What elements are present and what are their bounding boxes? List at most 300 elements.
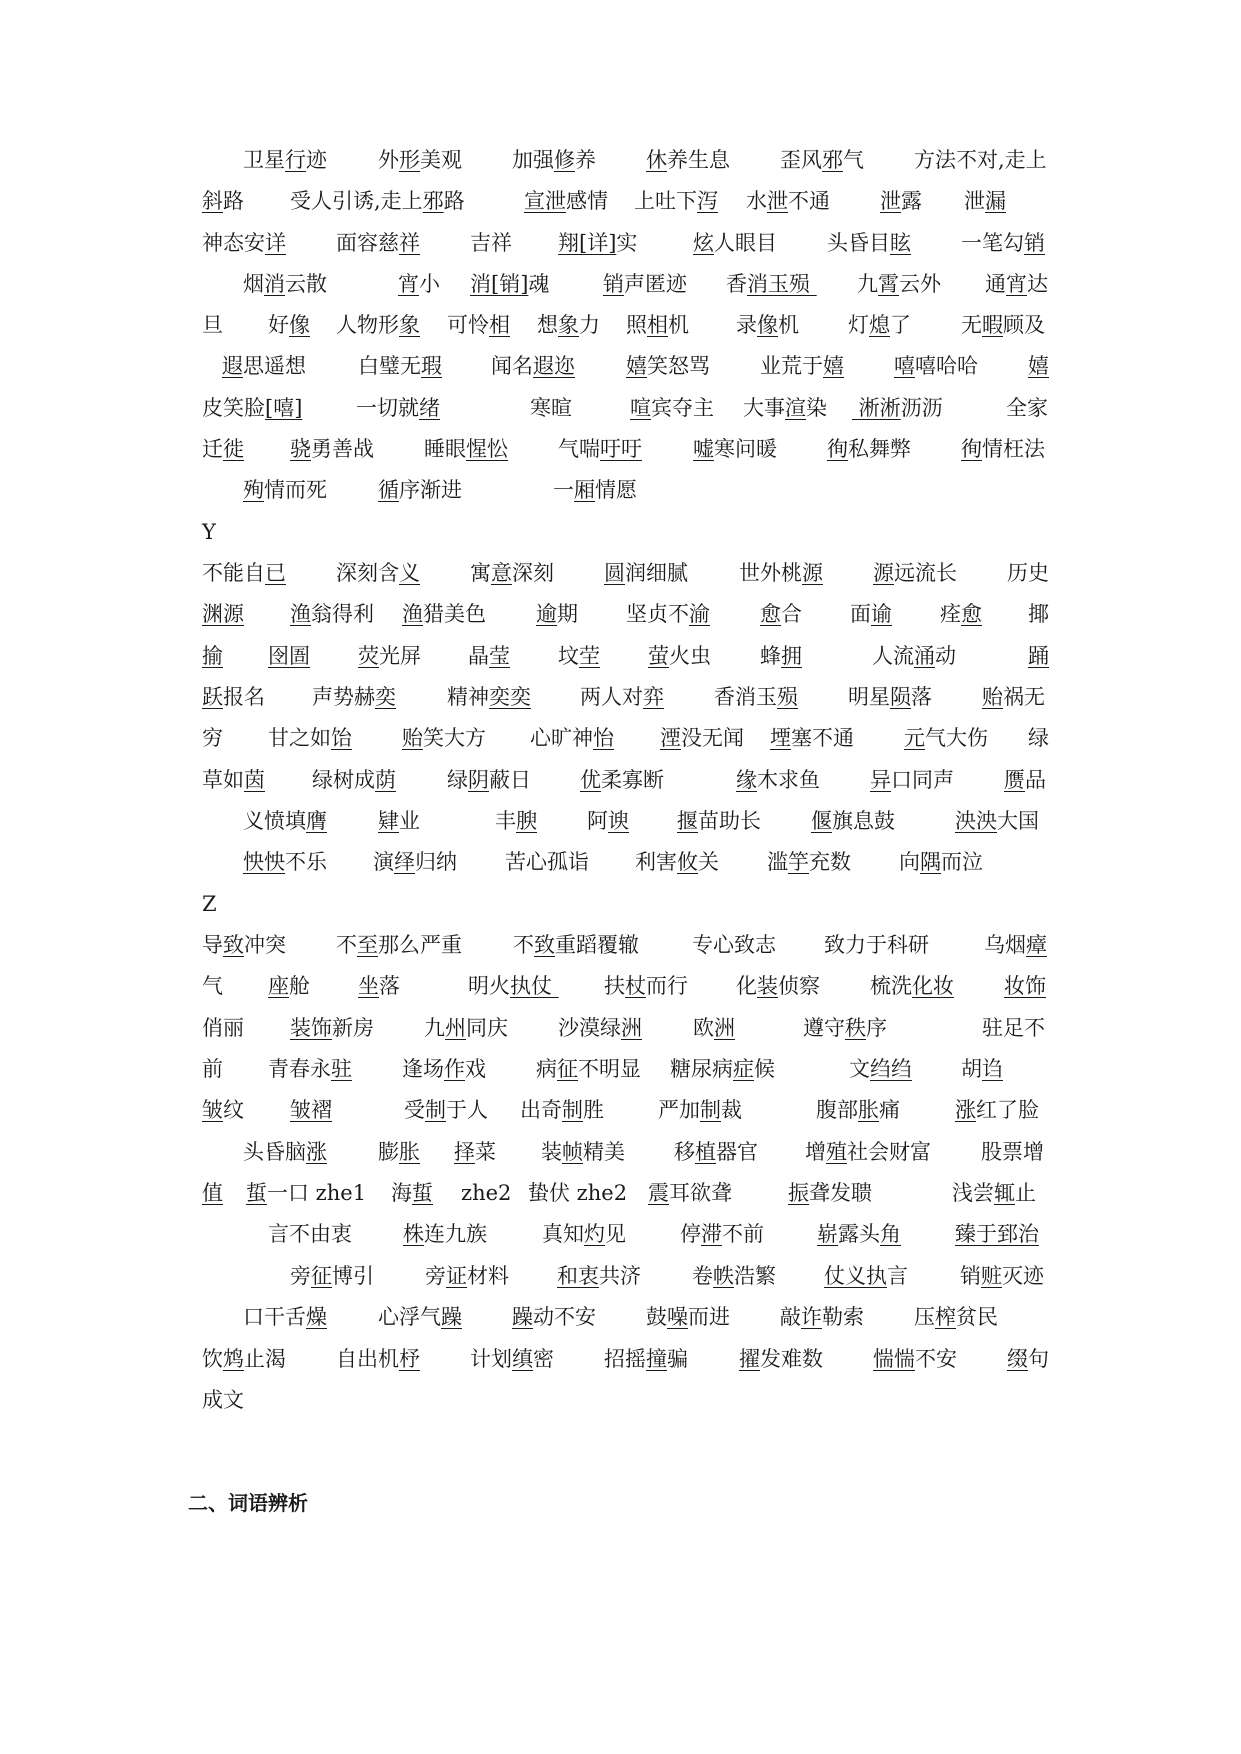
- underlined-char: 意: [491, 561, 512, 585]
- plain-text: 明星: [848, 685, 890, 709]
- plain-text: 全家: [1006, 396, 1048, 420]
- plain-text: 器官: [716, 1140, 758, 1164]
- word-entry: [1028, 599, 1049, 629]
- plain-text: 甘之如: [268, 726, 331, 750]
- underlined-char: 灼: [584, 1222, 605, 1246]
- plain-text: 浅尝: [952, 1181, 994, 1205]
- word-entry: [424, 434, 508, 464]
- word-entry: [558, 641, 600, 671]
- underlined-char: 骁: [290, 437, 311, 461]
- word-entry: [243, 1137, 327, 1167]
- plain-text: 同庆: [466, 1016, 508, 1040]
- underlined-char: 消玉殒: [747, 272, 817, 296]
- word-entry: [692, 1261, 776, 1291]
- underlined-char: 诈: [801, 1305, 822, 1329]
- word-entry: [202, 599, 244, 629]
- word-entry: [454, 1137, 496, 1167]
- underlined-char: 阴: [468, 768, 489, 792]
- plain-text: 不乐: [285, 850, 327, 874]
- plain-text: 一口 zhe1: [267, 1181, 367, 1205]
- plain-text: 思遥想: [243, 354, 306, 378]
- word-entry: [243, 269, 327, 299]
- plain-text: 滥: [767, 850, 788, 874]
- plain-text: 泄: [964, 189, 985, 213]
- underlined-char: 贻: [982, 685, 1003, 709]
- plain-text: 胡: [961, 1057, 982, 1081]
- word-entry: [646, 145, 730, 175]
- plain-text: 不: [336, 933, 357, 957]
- word-entry: [470, 269, 549, 299]
- word-entry: [398, 269, 440, 299]
- plain-text: 于人: [446, 1098, 488, 1122]
- underlined-char: 吁吁: [600, 437, 642, 461]
- word-entry: [852, 393, 943, 423]
- plain-text: 丰: [495, 809, 516, 833]
- underlined-char: 臻于郅治: [955, 1222, 1039, 1246]
- underlined-char: 竽: [788, 850, 809, 874]
- plain-text: 情枉法: [982, 437, 1045, 461]
- plain-text: Z: [202, 892, 217, 916]
- word-entry: [739, 1344, 823, 1374]
- underlined-char: 皱褶: [290, 1098, 332, 1122]
- word-entry: [378, 1137, 420, 1167]
- plain-text: 绿树成: [312, 768, 375, 792]
- plain-text: 小: [419, 272, 440, 296]
- word-entry: [536, 1054, 641, 1084]
- word-entry: [470, 228, 512, 258]
- word-entry: [336, 310, 420, 340]
- plain-text: 私舞弊: [848, 437, 911, 461]
- plain-text: 蜂: [760, 644, 781, 668]
- underlined-char: 鸩: [223, 1347, 244, 1371]
- underlined-char: 蜇: [412, 1181, 433, 1205]
- plain-text: 顾及: [1003, 313, 1045, 337]
- underlined-char: 装: [757, 974, 778, 998]
- word-entry: [1028, 351, 1049, 381]
- word-entry: [524, 186, 608, 216]
- word-entry: [693, 434, 777, 464]
- plain-text: 新房: [332, 1016, 374, 1040]
- underlined-char: 宣泄: [524, 189, 566, 213]
- word-entry: [290, 186, 465, 216]
- word-entry: [202, 971, 223, 1001]
- word-entry: [336, 930, 462, 960]
- word-entry: [336, 228, 420, 258]
- underlined-char: 揠: [677, 809, 698, 833]
- word-entry: [558, 228, 637, 258]
- underlined-char: 愈: [760, 602, 781, 626]
- plain-text: 人流: [872, 644, 914, 668]
- underlined-char: 殖: [826, 1140, 847, 1164]
- underlined-char: 元: [904, 726, 925, 750]
- plain-text: 落: [379, 974, 400, 998]
- underlined-char: 躁: [441, 1305, 462, 1329]
- word-entry: [899, 847, 983, 877]
- plain-text: 寒问暖: [714, 437, 777, 461]
- plain-text: 贫民: [956, 1305, 998, 1329]
- underlined-char: 驻: [331, 1057, 352, 1081]
- plain-text: 达: [1027, 272, 1048, 296]
- plain-text: 心浮气: [378, 1305, 441, 1329]
- underlined-char: 荧: [358, 644, 379, 668]
- plain-text: 养: [575, 148, 596, 172]
- underlined-char: 证: [446, 1264, 467, 1288]
- underlined-char: [嘻]: [265, 396, 303, 420]
- underlined-char: 贻: [402, 726, 423, 750]
- word-entry: [670, 1054, 775, 1084]
- underlined-char: 杼: [399, 1347, 420, 1371]
- plain-text: 蛰伏 zhe2: [528, 1181, 628, 1205]
- plain-text: 一笔勾: [961, 231, 1024, 255]
- plain-text: 销: [960, 1264, 981, 1288]
- underlined-char: 振: [788, 1181, 809, 1205]
- plain-text: 乌烟: [984, 933, 1026, 957]
- plain-text: 寓: [470, 561, 491, 585]
- underlined-char: 眩: [890, 231, 911, 255]
- plain-text: 云外: [899, 272, 941, 296]
- word-entry: [955, 1095, 1039, 1125]
- underlined-char: 噪: [667, 1305, 688, 1329]
- word-entry: [222, 351, 306, 381]
- plain-text: 膨: [378, 1140, 399, 1164]
- word-entry: [537, 310, 600, 340]
- word-entry: [1004, 765, 1046, 795]
- plain-text: 柔寡断: [601, 768, 664, 792]
- word-entry: [202, 1095, 244, 1125]
- underlined-char: 谕: [871, 602, 892, 626]
- word-entry: [528, 1178, 627, 1208]
- plain-text: 卫星: [243, 148, 285, 172]
- word-entry: [373, 847, 457, 877]
- plain-text: 梳洗: [870, 974, 912, 998]
- underlined-char: 攸: [677, 850, 698, 874]
- underlined-char: 帙: [713, 1264, 734, 1288]
- underlined-char: 化妆: [912, 974, 954, 998]
- plain-text: 苗助长: [698, 809, 761, 833]
- plain-text: 祸无: [1003, 685, 1045, 709]
- word-entry: [760, 599, 802, 629]
- plain-text: 腹部: [816, 1098, 858, 1122]
- plain-text: 冲突: [244, 933, 286, 957]
- plain-text: 塞不通: [791, 726, 854, 750]
- underlined-char: 邪: [422, 189, 444, 213]
- word-entry: [848, 682, 932, 712]
- plain-text: 气喘: [558, 437, 600, 461]
- word-entry: [873, 1344, 957, 1374]
- plain-text: 迹: [306, 148, 327, 172]
- plain-text: 没无闻: [681, 726, 744, 750]
- plain-text: 不: [513, 933, 534, 957]
- plain-text: 通: [985, 272, 1006, 296]
- underlined-char: 循: [378, 478, 399, 502]
- underlined-char: 宵: [1006, 272, 1027, 296]
- underlined-char: 嬉: [823, 354, 844, 378]
- plain-text: 敲: [780, 1305, 801, 1329]
- word-entry: [202, 1178, 223, 1208]
- plain-text: 绿: [447, 768, 468, 792]
- word-entry: [760, 351, 844, 381]
- word-entry: [849, 1054, 912, 1084]
- word-entry: [677, 806, 761, 836]
- plain-text: 业荒于: [760, 354, 823, 378]
- word-entry: [850, 599, 892, 629]
- underlined-char: 优: [580, 768, 601, 792]
- word-entry: [404, 1095, 488, 1125]
- plain-text: 情愿: [595, 478, 637, 502]
- underlined-char: 角: [880, 1222, 901, 1246]
- plain-text: 扶: [604, 974, 625, 998]
- plain-text: 大事: [743, 396, 785, 420]
- plain-text: 情而死: [264, 478, 327, 502]
- plain-text: 纹: [223, 1098, 244, 1122]
- plain-text: 序渐进: [399, 478, 462, 502]
- word-entry: [873, 558, 957, 588]
- word-entry: [736, 971, 820, 1001]
- word-entry: [202, 228, 286, 258]
- underlined-char: 弈: [643, 685, 664, 709]
- underlined-char: 榨: [935, 1305, 956, 1329]
- word-entry: [358, 351, 442, 381]
- underlined-char: 坐: [358, 974, 379, 998]
- word-entry: [268, 1054, 352, 1084]
- plain-text: 受: [404, 1098, 425, 1122]
- word-entry: [202, 1054, 223, 1084]
- underlined-char: 涨: [306, 1140, 327, 1164]
- underlined-char: 像: [289, 313, 310, 337]
- word-entry: [447, 765, 531, 795]
- underlined-char: 厢: [574, 478, 595, 502]
- underlined-char: 膺: [306, 809, 327, 833]
- word-entry: [674, 1137, 758, 1167]
- word-entry: [202, 434, 244, 464]
- underlined-char: 相: [647, 313, 668, 337]
- plain-text: 深刻含: [336, 561, 399, 585]
- underlined-char: 形: [399, 148, 420, 172]
- underlined-char: 装饰: [290, 1016, 332, 1040]
- underlined-char: 消: [264, 272, 285, 296]
- word-entry: [658, 1095, 742, 1125]
- word-entry: [243, 145, 327, 175]
- word-entry: [1007, 1344, 1049, 1374]
- word-entry: [553, 475, 637, 505]
- underlined-char: 缘: [736, 768, 757, 792]
- word-entry: [243, 806, 327, 836]
- word-entry: [312, 682, 396, 712]
- plain-text: 歪风: [780, 148, 822, 172]
- word-entry: [817, 1219, 901, 1249]
- word-entry: [630, 393, 714, 423]
- plain-text: 白璧无: [358, 354, 421, 378]
- plain-text: 不通: [788, 189, 830, 213]
- plain-text: 言: [887, 1264, 908, 1288]
- word-entry: [739, 558, 823, 588]
- underlined-char: 源: [873, 561, 894, 585]
- underlined-char: 相: [489, 313, 510, 337]
- word-entry: [940, 599, 982, 629]
- underlined-char: 缀: [1007, 1347, 1028, 1371]
- word-entry: [1004, 971, 1046, 1001]
- plain-text: 博引: [332, 1264, 374, 1288]
- underlined-char: 遐: [222, 354, 243, 378]
- plain-text: 机: [778, 313, 799, 337]
- plain-text: 聋发聩: [809, 1181, 872, 1205]
- underlined-char: 义: [399, 561, 420, 585]
- word-entry: [202, 930, 286, 960]
- underlined-char: 徇: [827, 437, 848, 461]
- plain-text: 口干舌: [243, 1305, 306, 1329]
- word-entry: [290, 1095, 332, 1125]
- underlined-char: 怏怏: [243, 850, 285, 874]
- underlined-char: 销: [603, 272, 624, 296]
- word-entry: [542, 1219, 626, 1249]
- plain-text: 闻名: [491, 354, 533, 378]
- word-entry: [767, 847, 851, 877]
- word-entry: [336, 558, 420, 588]
- word-entry: [268, 971, 310, 1001]
- underlined-char: 株: [403, 1222, 424, 1246]
- word-entry: [626, 351, 710, 381]
- plain-text: 明火: [468, 974, 510, 998]
- underlined-char: 修: [554, 148, 575, 172]
- underlined-char: 霄: [878, 272, 899, 296]
- plain-text: 两人对: [580, 685, 643, 709]
- word-entry: [378, 806, 420, 836]
- plain-text: 戏: [465, 1057, 486, 1081]
- plain-text: 水: [746, 189, 767, 213]
- plain-text: 世外桃: [739, 561, 802, 585]
- plain-text: 九: [857, 272, 878, 296]
- underlined-char: 胀: [399, 1140, 420, 1164]
- underlined-char: 饴: [331, 726, 352, 750]
- plain-text: 光屏: [379, 644, 421, 668]
- plain-text: 深刻: [512, 561, 554, 585]
- underlined-char: 茵: [244, 768, 265, 792]
- underlined-char: 至: [357, 933, 378, 957]
- word-entry: [984, 930, 1047, 960]
- word-entry: [848, 310, 911, 340]
- word-entry: [693, 1013, 735, 1043]
- plain-text: 发难数: [760, 1347, 823, 1371]
- plain-text: 停: [680, 1222, 701, 1246]
- word-entry: [512, 1302, 596, 1332]
- word-entry: [505, 847, 589, 877]
- underlined-char: 消[销]: [470, 272, 529, 296]
- word-entry: [604, 971, 688, 1001]
- word-entry: [870, 765, 954, 795]
- plain-text: 了: [890, 313, 911, 337]
- plain-text: 睡眼: [424, 437, 466, 461]
- underlined-char: 遐迩: [533, 354, 575, 378]
- word-entry: [635, 847, 719, 877]
- word-entry: [955, 806, 1039, 836]
- underlined-char: 荫: [375, 768, 396, 792]
- plain-text: 香消玉: [714, 685, 777, 709]
- underlined-char: 征: [311, 1264, 332, 1288]
- underlined-char: 莹: [489, 644, 510, 668]
- underlined-char: 暇: [982, 313, 1003, 337]
- plain-text: 想: [537, 313, 558, 337]
- plain-text: 翁得利: [311, 602, 374, 626]
- word-entry: [268, 1219, 352, 1249]
- underlined-char: 绪: [419, 396, 440, 420]
- word-entry: [425, 1261, 509, 1291]
- plain-text: 止: [1015, 1181, 1036, 1205]
- underlined-char: 致: [534, 933, 555, 957]
- plain-text: 而行: [646, 974, 688, 998]
- plain-text: 耳欲聋: [669, 1181, 732, 1205]
- underlined-char: 殒: [777, 685, 798, 709]
- plain-text: 灯: [848, 313, 869, 337]
- plain-text: 苦心孤诣: [505, 850, 589, 874]
- word-entry: [580, 765, 664, 795]
- plain-text: 红了脸: [976, 1098, 1039, 1122]
- word-entry: [202, 889, 217, 919]
- plain-text: 品: [1025, 768, 1046, 792]
- word-entry: [558, 1013, 642, 1043]
- word-entry: [604, 558, 688, 588]
- word-entry: [894, 351, 978, 381]
- underlined-char: 皱: [202, 1098, 223, 1122]
- word-entry: [202, 765, 265, 795]
- plain-text: 成文: [202, 1388, 244, 1412]
- plain-text: 句: [1028, 1347, 1049, 1371]
- word-entry: [714, 682, 798, 712]
- word-entry: [378, 1302, 462, 1332]
- word-entry: [736, 765, 820, 795]
- word-entry: [626, 310, 689, 340]
- plain-text: 灭迹: [1002, 1264, 1044, 1288]
- plain-text: 旦: [202, 313, 223, 337]
- word-entry: [402, 1054, 486, 1084]
- plain-text: 不明显: [578, 1057, 641, 1081]
- word-entry: [580, 682, 664, 712]
- word-entry: [648, 1178, 732, 1208]
- underlined-char: 谀: [608, 809, 629, 833]
- underlined-char: 源: [802, 561, 823, 585]
- word-entry: [202, 558, 286, 588]
- word-entry: [961, 1054, 1003, 1084]
- underlined-char: 堙: [770, 726, 791, 750]
- underlined-char: 茔: [579, 644, 600, 668]
- plain-text: 社会财富: [847, 1140, 931, 1164]
- word-entry: [202, 393, 302, 423]
- word-entry: [981, 1137, 1044, 1167]
- word-entry: [760, 641, 802, 671]
- underlined-char: 像: [757, 313, 778, 337]
- word-entry: [961, 434, 1045, 464]
- plain-text: 落: [911, 685, 932, 709]
- plain-text: 无: [961, 313, 982, 337]
- underlined-char: 制: [562, 1098, 583, 1122]
- underlined-char: 徇: [961, 437, 982, 461]
- underlined-char: 缜: [512, 1347, 533, 1371]
- underlined-char: 辄: [994, 1181, 1015, 1205]
- underlined-char: 嬉: [1028, 354, 1049, 378]
- underlined-char: 蜇: [246, 1181, 267, 1205]
- word-entry: [202, 641, 223, 671]
- plain-text: 致力于科研: [824, 933, 929, 957]
- underlined-char: 详: [265, 231, 286, 255]
- plain-text: 美观: [420, 148, 462, 172]
- word-entry: [857, 269, 941, 299]
- underlined-char: 瘴: [1026, 933, 1047, 957]
- plain-text: 而泣: [941, 850, 983, 874]
- underlined-char: 帧: [562, 1140, 583, 1164]
- underlined-char: 泱泱: [955, 809, 997, 833]
- plain-text: 精美: [583, 1140, 625, 1164]
- underlined-char: 行: [285, 148, 306, 172]
- plain-text: 鼓: [646, 1305, 667, 1329]
